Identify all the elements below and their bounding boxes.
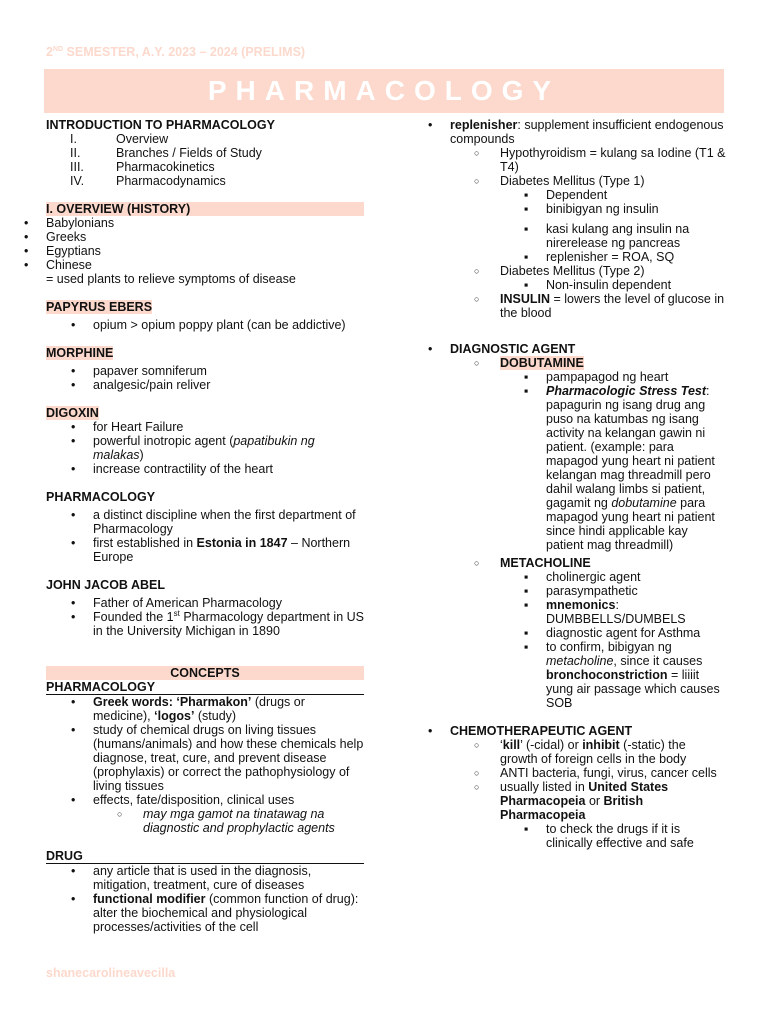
sub-item: ○ DOBUTAMINE ▪ pampapagod ng heart ▪ Pharmacologic Stress Test: papagurin ng isang drug ang puso na katumbas ng isang activity na kelangan gawin ni patient. (example: para mapagod yung heart ni patient kelangan mag threadmill pero dahil walang limbs si patient, gagamit ng dobutamine para mapagod yung heart ni patient since hindi applicable kay patient mag threadmill) bbox=[474, 356, 726, 552]
outline-item: I. Overview bbox=[70, 132, 169, 146]
diagnostic-list bbox=[426, 342, 726, 710]
morphine-title: MORPHINE bbox=[46, 346, 114, 360]
list-item: • replenisher: supplement insufficient endogenous compounds ○ Hypothyroidism = kulang sa Iodine (T1 & T4) ○ Diabetes Mellitus (Type 1) ▪ Dependent ▪ binibigyan ng insulin ▪ kasi kulang ang insulin na nirerelease ng pancreas ▪ replenisher = ROA, SQ ○ Diabetes Mellitus (Type 2) ▪ Non-insulin dependent ○ INSULIN = lowers the level of glucose in the blood bbox=[426, 118, 726, 320]
list-item: • powerful inotropic agent (papatibukin ng malakas) bbox=[46, 434, 364, 462]
drug-list bbox=[46, 864, 364, 934]
sub-item: ○ INSULIN = lowers the level of glucose in the blood bbox=[474, 292, 726, 320]
outline-item: III. Pharmacokinetics bbox=[70, 160, 215, 174]
semester-text: SEMESTER, A.Y. 2023 – 2024 (PRELIMS) bbox=[63, 45, 306, 60]
semester-header bbox=[46, 43, 305, 59]
papyrus-list bbox=[46, 318, 364, 332]
sq-item: ▪ mnemonics: DUMBBELLS/DUMBELS bbox=[524, 598, 726, 626]
digoxin-title: DIGOXIN bbox=[46, 406, 99, 420]
abel-title: JOHN JACOB ABEL bbox=[46, 578, 165, 592]
sub-item: ○ ANTI bacteria, fungi, virus, cancer cells bbox=[474, 766, 726, 780]
concept-list bbox=[46, 695, 364, 835]
outline-item: II. Branches / Fields of Study bbox=[70, 146, 262, 160]
sq-item: ▪ Dependent bbox=[524, 188, 726, 202]
sq-item: ▪ cholinergic agent bbox=[524, 570, 726, 584]
metacholine-list bbox=[524, 570, 726, 710]
pharmacology-title: PHARMACOLOGY bbox=[46, 490, 156, 504]
left-column bbox=[46, 118, 364, 934]
list-item: • Greeks bbox=[22, 230, 364, 244]
list-item: • for Heart Failure bbox=[46, 420, 364, 434]
list-item: • Babylonians bbox=[22, 216, 364, 230]
list-item: • any article that is used in the diagnosis, mitigation, treatment, cure of diseases bbox=[46, 864, 364, 892]
sub-item: ○ usually listed in United States Pharmacopeia or British Pharmacopeia ▪ to check the drugs if it is clinically effective and safe bbox=[474, 780, 726, 850]
list-item: • Founded the 1st Pharmacology department in US in the University Michigan in 1890 bbox=[46, 610, 364, 638]
list-item: • DIAGNOSTIC AGENT ○ DOBUTAMINE ▪ pampapagod ng heart ▪ Pharmacologic Stress Test: papagurin ng isang drug ang puso na katumbas ng isang activity na kelangan gawin ni patient. (example: para mapagod yung heart ni patient kelangan mag threadmill pero dahil walang limbs si patient, gagamit ng dobutamine para mapagod yung heart ni patient since hindi applicable kay patient mag threadmill) ○ METACHOLINE ▪ cholinergic agent ▪ parasympathetic ▪ mnemonics: DUMBBELLS/DUMBELS ▪ diagnostic agent for Asthma ▪ to confirm, bibigyan ng metacholine, since it causes bronchoconstriction = liiiit yung air passage which causes SOB bbox=[426, 342, 726, 710]
civ-note: = used plants to relieve symptoms of disease bbox=[46, 272, 296, 286]
sq-item: ▪ Non-insulin dependent bbox=[524, 278, 726, 292]
replenisher-sublist bbox=[474, 146, 726, 320]
civilization-list bbox=[22, 216, 364, 272]
diagnostic-sublist bbox=[474, 356, 726, 710]
dm2-list bbox=[524, 278, 726, 292]
sub-item: ○ ‘kill’ (-cidal) or inhibit (-static) the growth of foreign cells in the body bbox=[474, 738, 726, 766]
list-item: • CHEMOTHERAPEUTIC AGENT ○ ‘kill’ (-cidal) or inhibit (-static) the growth of foreign cells in the body ○ ANTI bacteria, fungi, virus, cancer cells ○ usually listed in United States Pharmacopeia or British Pharmacopeia ▪ to check the drugs if it is clinically effective and safe bbox=[426, 724, 726, 850]
list-item: • functional modifier (common function of drug): alter the biochemical and physiological processes/activities of the cell bbox=[46, 892, 364, 934]
sq-item: ▪ to check the drugs if it is clinically effective and safe bbox=[524, 822, 726, 850]
drug-title: DRUG bbox=[46, 849, 364, 864]
dm1-list bbox=[524, 188, 726, 264]
sq-item: ▪ binibigyan ng insulin bbox=[524, 202, 726, 216]
sub-list bbox=[117, 807, 364, 835]
sub-item: ○ Hypothyroidism = kulang sa Iodine (T1 & T4) bbox=[474, 146, 726, 174]
papyrus-title: PAPYRUS EBERS bbox=[46, 300, 153, 314]
author-footer: shanecarolineavecilla bbox=[46, 966, 176, 980]
right-column bbox=[426, 118, 726, 850]
chemo-list bbox=[426, 724, 726, 850]
sq-item: ▪ diagnostic agent for Asthma bbox=[524, 626, 726, 640]
concept-pharmacology-title: PHARMACOLOGY bbox=[46, 680, 364, 695]
replenisher-list bbox=[426, 118, 726, 320]
sub-item: ○ METACHOLINE ▪ cholinergic agent ▪ parasympathetic ▪ mnemonics: DUMBBELLS/DUMBELS ▪ diagnostic agent for Asthma ▪ to confirm, bibigyan ng metacholine, since it causes bronchoconstriction = liiiit yung air passage which causes SOB bbox=[474, 556, 726, 710]
outline-list bbox=[46, 132, 364, 188]
outline-item: IV. Pharmacodynamics bbox=[70, 174, 226, 188]
sq-item: ▪ Pharmacologic Stress Test: papagurin ng isang drug ang puso na katumbas ng isang activity na kelangan gawin ni patient. (example: para mapagod yung heart ni patient kelangan mag threadmill pero dahil walang limbs si patient, gagamit ng dobutamine para mapagod yung heart ni patient since hindi applicable kay patient mag threadmill) bbox=[524, 384, 726, 552]
list-item: • a distinct discipline when the first department of Pharmacology bbox=[46, 508, 364, 536]
list-item: • Chinese bbox=[22, 258, 364, 272]
chemo-sublist bbox=[474, 738, 726, 850]
sq-item: ▪ replenisher = ROA, SQ bbox=[524, 250, 726, 264]
dobutamine-list bbox=[524, 370, 726, 552]
list-item: • opium > opium poppy plant (can be addictive) bbox=[46, 318, 364, 332]
list-item: • first established in Estonia in 1847 – Northern Europe bbox=[46, 536, 364, 564]
list-item: • analgesic/pain reliver bbox=[46, 378, 364, 392]
semester-number: 2 bbox=[46, 45, 53, 60]
concepts-title: CONCEPTS bbox=[46, 666, 364, 680]
list-item: • increase contractility of the heart bbox=[46, 462, 364, 476]
sq-item: ▪ kasi kulang ang insulin na nirerelease ng pancreas bbox=[524, 222, 726, 250]
list-item: • papaver somniferum bbox=[46, 364, 364, 378]
abel-list bbox=[46, 596, 364, 638]
semester-suffix: ND bbox=[52, 46, 64, 53]
sq-item: ▪ parasympathetic bbox=[524, 584, 726, 598]
sub-item: ○ Diabetes Mellitus (Type 2) ▪ Non-insulin dependent bbox=[474, 264, 726, 292]
list-item: • study of chemical drugs on living tissues (humans/animals) and how these chemicals help diagnose, treat, cure, and prevent disease (prophylaxis) or correct the pathophysiology of living tissues bbox=[46, 723, 364, 793]
morphine-list bbox=[46, 364, 364, 392]
sub-item: ○ may mga gamot na tinatawag na diagnostic and prophylactic agents bbox=[117, 807, 364, 835]
pharmacology-list bbox=[46, 508, 364, 564]
sub-item: ○ Diabetes Mellitus (Type 1) ▪ Dependent ▪ binibigyan ng insulin ▪ kasi kulang ang insulin na nirerelease ng pancreas ▪ replenisher = ROA, SQ bbox=[474, 174, 726, 264]
overview-title: I. OVERVIEW (HISTORY) bbox=[46, 202, 364, 216]
pharmacopeia-list bbox=[524, 822, 726, 850]
list-item: • Father of American Pharmacology bbox=[46, 596, 364, 610]
list-item: • Greek words: ‘Pharmakon’ (drugs or medicine), ‘logos’ (study) bbox=[46, 695, 364, 723]
list-item: • effects, fate/disposition, clinical uses ○ may mga gamot na tinatawag na diagnostic and prophylactic agents bbox=[46, 793, 364, 835]
list-item: • Egyptians bbox=[22, 244, 364, 258]
sq-item: ▪ to confirm, bibigyan ng metacholine, since it causes bronchoconstriction = liiiit yung air passage which causes SOB bbox=[524, 640, 726, 710]
digoxin-list bbox=[46, 420, 364, 476]
intro-title: INTRODUCTION TO PHARMACOLOGY bbox=[46, 118, 275, 132]
sq-item: ▪ pampapagod ng heart bbox=[524, 370, 726, 384]
title-banner: PHARMACOLOGY bbox=[44, 69, 724, 113]
